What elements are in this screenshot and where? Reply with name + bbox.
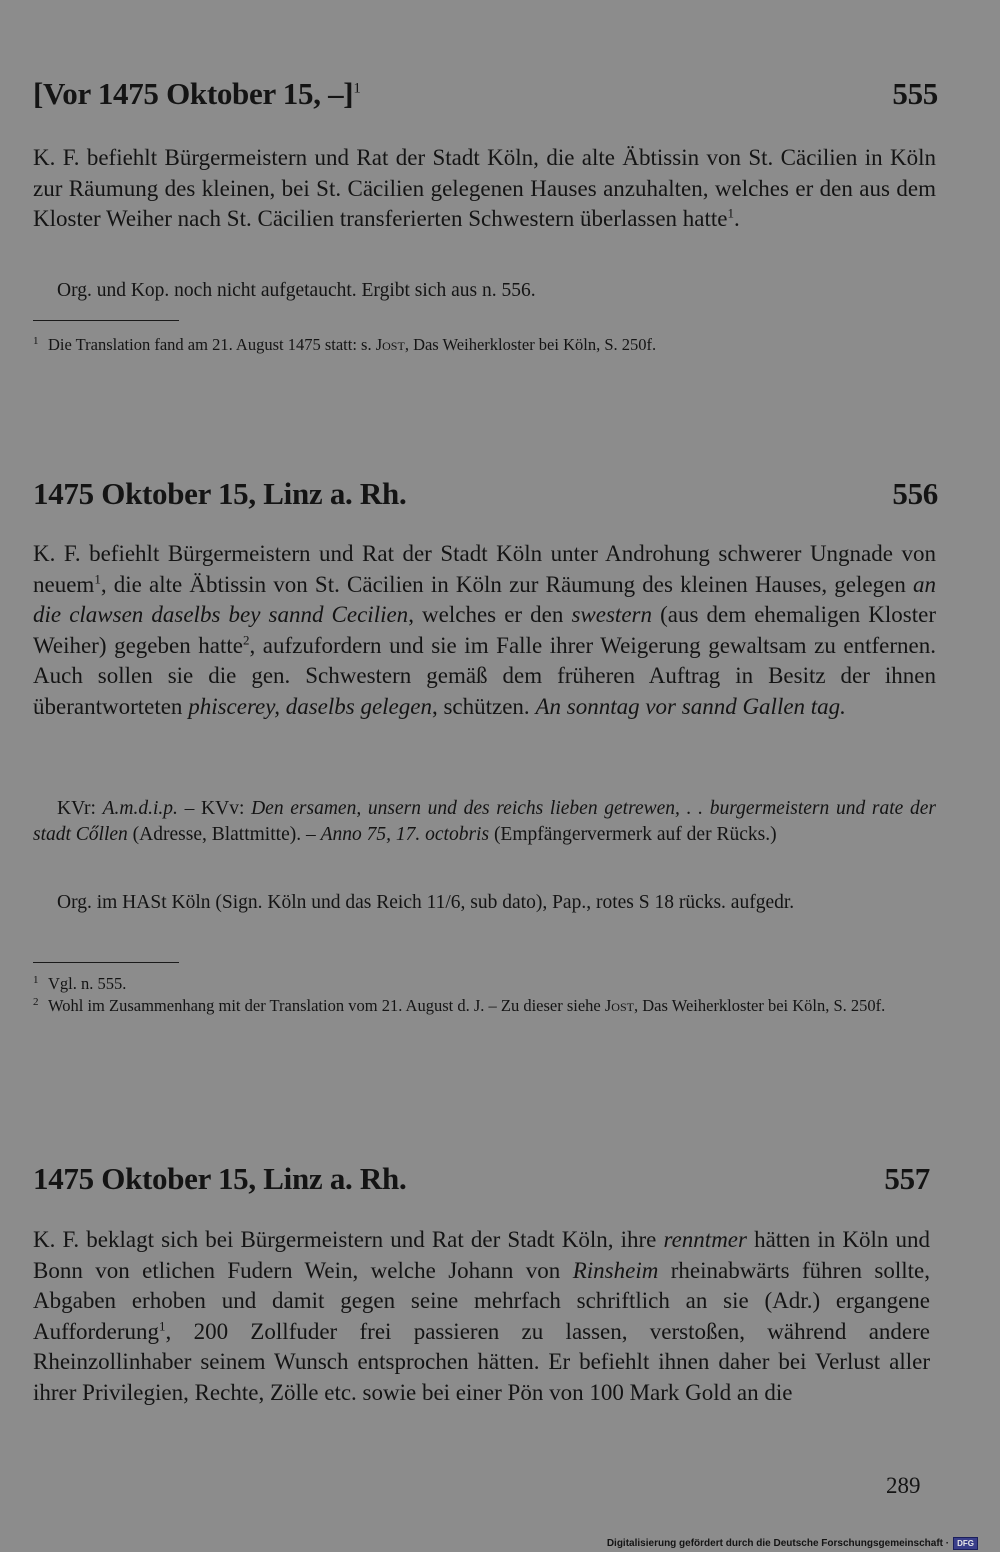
doc-555-heading — [33, 76, 938, 112]
doc-556-heading — [33, 476, 938, 512]
doc-557-regest: K. F. beklagt sich bei Bürgermeistern und Rat der Stadt Köln, ihre renntmer hätten in Köln und Bonn von etlichen Fudern Wein, welche Johann von Rinsheim rheinabwärts führen sollte, Abgaben erhoben und damit gegen seine mehrfach schriftlich an sie (Adr.) ergangene Aufforderung$^1$, 200 Zollfuder frei passieren zu lassen, verstoßen, während andere Rheinzollinhaber seinem Wunsch entsprochen hätten. Er befiehlt ihnen daher bei Verlust aller ihrer Privilegien, Rechte, Zölle etc. sowie bei einer Pön von 100 Mark Gold an die — [33, 1227, 931, 1405]
footnote-divider — [33, 320, 179, 321]
page-number: 289 — [886, 1473, 921, 1498]
doc-555-footnotes — [33, 334, 936, 356]
doc-556-regest: K. F. befiehlt Bürgermeistern und Rat der Stadt Köln unter Androhung schwerer Ungnade von neuem$^1$, die alte Äbtissin von St. Cäcilien in Köln zur Räumung des kleinen Hauses, gelegen an die clawsen daselbs bey sannd Cecilien, welches er den swestern (aus dem ehemaligen Kloster Weiher) gegeben hatte$^2$, aufzufordern und sie im Falle ihrer Weigerung gewaltsam zu entfernen. Auch sollen sie die gen. Schwestern gemäß dem früheren Auftrag in Besitz der ihnen überantworteten phiscerey, daselbs gelegen, schützen. An sonntag vor sannd Gallen tag. — [33, 541, 936, 719]
doc-555-number: 555 — [892, 76, 938, 111]
doc-555-date: [Vor 1475 Oktober 15, –]$^1$ — [33, 76, 361, 111]
doc-555-source-note: Org. und Kop. noch nicht aufgetaucht. Ergibt sich aus n. 556. — [57, 280, 536, 301]
doc-555-regest: K. F. befiehlt Bürgermeistern und Rat der Stadt Köln, die alte Äbtissin von St. Cäcilien in Köln zur Räumung des kleinen, bei St. Cäcilien gelegenen Hauses anzuhalten, welches er den aus dem Kloster Weiher nach St. Cäcilien transferierten Schwestern überlassen hatte$^1$. — [33, 145, 936, 232]
doc-556-endorsements: KVr: A.m.d.i.p. – KVv: Den ersamen, unsern und des reichs lieben getrewen, . . burgermeistern und rate der stadt Cőllen (Adresse, Blattmitte). – Anno 75, 17. octobris (Empfängervermerk auf der Rücks.) — [33, 798, 936, 845]
footnote: 1 Die Translation fand am 21. August 1475 statt: s. Jost, Das Weiherkloster bei Köln, S. 250f. — [33, 335, 657, 354]
doc-557-date: 1475 Oktober 15, Linz a. Rh. — [33, 1161, 407, 1196]
doc-556-footnotes — [33, 973, 936, 1017]
funding-banner — [607, 1537, 978, 1550]
footnote-divider — [33, 962, 179, 963]
dfg-logo-icon: DFG — [953, 1537, 978, 1550]
doc-557-heading — [33, 1161, 930, 1197]
doc-557-number: 557 — [884, 1161, 930, 1196]
funding-text: Digitalisierung gefördert durch die Deutsche Forschungsgemeinschaft · — [606, 1538, 950, 1549]
doc-556-date: 1475 Oktober 15, Linz a. Rh. — [33, 476, 407, 511]
footnote: 1 Vgl. n. 555. — [33, 974, 127, 993]
doc-556-number: 556 — [892, 476, 938, 511]
doc-556-source-note: Org. im HASt Köln (Sign. Köln und das Reich 11/6, sub dato), Pap., rotes S 18 rücks. aufgedr. — [57, 892, 795, 913]
footnote: 2 Wohl im Zusammenhang mit der Translation vom 21. August d. J. – Zu dieser siehe Jost, Das Weiherkloster bei Köln, S. 250f. — [33, 996, 886, 1015]
